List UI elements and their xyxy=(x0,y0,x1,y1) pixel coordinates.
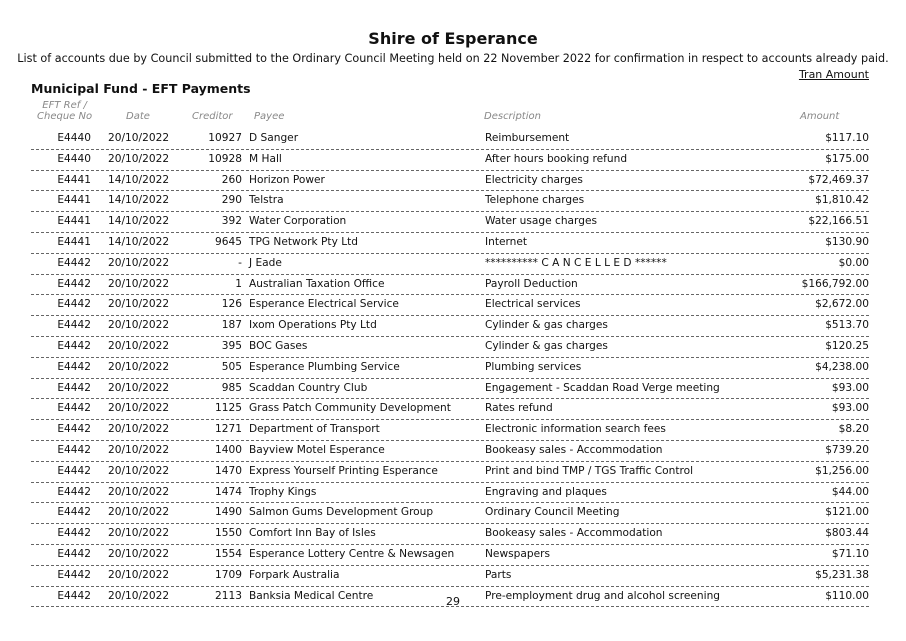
cheque-number: E4442 xyxy=(57,547,91,560)
cheque-number: E4442 xyxy=(57,319,91,332)
payee-name: Comfort Inn Bay of Isles xyxy=(249,527,376,540)
payment-description: Ordinary Council Meeting xyxy=(485,506,620,519)
payment-description: Pre-employment drug and alcohol screening xyxy=(485,589,721,602)
cheque-number: E4441 xyxy=(57,173,91,186)
payee-name: Horizon Power xyxy=(249,173,325,186)
payment-date: 14/10/2022 xyxy=(108,215,170,228)
cheque-number: E4441 xyxy=(57,235,91,248)
table-row xyxy=(31,566,869,587)
payment-date: 20/10/2022 xyxy=(108,464,170,477)
payee-name: Forpark Australia xyxy=(249,568,340,581)
cheque-number: E4442 xyxy=(57,402,91,415)
payment-description: Parts xyxy=(485,568,512,581)
creditor-number: 1550 xyxy=(215,527,242,540)
payment-amount: $117.10 xyxy=(825,132,869,144)
payment-amount: $110.00 xyxy=(825,589,869,602)
cheque-number: E4442 xyxy=(57,443,91,456)
payment-amount: $803.44 xyxy=(825,527,869,540)
cheque-number: E4442 xyxy=(57,381,91,394)
column-header-date: Date xyxy=(126,111,150,122)
payment-date: 20/10/2022 xyxy=(108,402,170,415)
tran-amount-label: Tran Amount xyxy=(798,68,869,81)
payee-name: Department of Transport xyxy=(249,423,380,436)
payment-description: Newspapers xyxy=(485,547,550,560)
payment-date: 20/10/2022 xyxy=(108,527,170,540)
creditor-number: 1271 xyxy=(215,423,242,436)
payment-date: 20/10/2022 xyxy=(108,298,170,311)
creditor-number: 1470 xyxy=(215,464,242,477)
cheque-number: E4442 xyxy=(57,527,91,540)
payee-name: D Sanger xyxy=(249,132,299,144)
cheque-number: E4442 xyxy=(57,464,91,477)
payment-description: Bookeasy sales - Accommodation xyxy=(485,527,663,540)
payee-name: M Hall xyxy=(249,152,282,165)
page-number: 29 xyxy=(446,595,460,608)
creditor-number: 1125 xyxy=(215,402,242,415)
payment-date: 20/10/2022 xyxy=(108,506,170,519)
payment-date: 20/10/2022 xyxy=(108,152,170,165)
payment-amount: $2,672.00 xyxy=(815,298,869,311)
table-row xyxy=(31,462,869,483)
payment-date: 20/10/2022 xyxy=(108,319,170,332)
table-row xyxy=(31,503,869,524)
payment-description: Plumbing services xyxy=(485,360,582,373)
cheque-number: E4442 xyxy=(57,339,91,352)
payment-amount: $5,231.38 xyxy=(815,568,869,581)
payment-description: Electricity charges xyxy=(485,173,583,186)
payment-amount: $120.25 xyxy=(825,339,869,352)
payment-amount: $166,792.00 xyxy=(801,277,869,290)
payment-date: 20/10/2022 xyxy=(108,568,170,581)
creditor-number: 505 xyxy=(221,360,242,373)
payment-amount: $72,469.37 xyxy=(808,173,869,186)
payment-date: 14/10/2022 xyxy=(108,235,170,248)
payment-amount: $4,238.00 xyxy=(815,360,869,373)
payment-date: 20/10/2022 xyxy=(108,443,170,456)
table-row xyxy=(31,545,869,566)
column-header-cheque-line1: EFT Ref / xyxy=(42,100,87,111)
payee-name: Banksia Medical Centre xyxy=(249,589,374,602)
cheque-number: E4442 xyxy=(57,256,91,269)
payee-name: Esperance Lottery Centre & Newsagen xyxy=(249,547,455,560)
creditor-number: - xyxy=(238,256,242,269)
creditor-number: 126 xyxy=(221,298,242,311)
cheque-number: E4442 xyxy=(57,589,91,602)
column-header-cheque xyxy=(37,100,92,122)
payment-description: Internet xyxy=(485,235,528,248)
payment-date: 20/10/2022 xyxy=(108,547,170,560)
table-row xyxy=(31,275,869,296)
payment-description: Engraving and plaques xyxy=(485,485,607,498)
payment-amount: $71.10 xyxy=(831,547,869,560)
payment-description: Print and bind TMP / TGS Traffic Control xyxy=(485,464,694,477)
payment-amount: $93.00 xyxy=(831,402,869,415)
payment-date: 20/10/2022 xyxy=(108,256,170,269)
table-row xyxy=(31,399,869,420)
payment-description: Rates refund xyxy=(485,402,553,415)
column-header-cheque-line2: Cheque No xyxy=(37,111,93,122)
payment-amount: $175.00 xyxy=(825,152,869,165)
payee-name: Trophy Kings xyxy=(249,485,317,498)
creditor-number: 187 xyxy=(221,319,242,332)
table-row xyxy=(31,524,869,545)
column-header-amount: Amount xyxy=(800,111,840,122)
payment-description: Electrical services xyxy=(485,298,581,311)
payment-description: Engagement - Scaddan Road Verge meeting xyxy=(485,381,720,394)
payment-amount: $8.20 xyxy=(838,423,869,436)
payments-table xyxy=(31,129,869,607)
creditor-number: 1554 xyxy=(215,547,242,560)
payment-amount: $93.00 xyxy=(831,381,869,394)
table-row xyxy=(31,358,869,379)
payment-date: 20/10/2022 xyxy=(108,381,170,394)
payment-date: 20/10/2022 xyxy=(108,360,170,373)
payment-description: Telephone charges xyxy=(485,194,585,207)
cheque-number: E4440 xyxy=(57,132,91,144)
payee-name: TPG Network Pty Ltd xyxy=(249,235,358,248)
creditor-number: 10928 xyxy=(208,152,242,165)
payee-name: Bayview Motel Esperance xyxy=(249,443,385,456)
payment-amount: $1,810.42 xyxy=(815,194,869,207)
creditor-number: 1 xyxy=(235,277,242,290)
payment-amount: $44.00 xyxy=(831,485,869,498)
creditor-number: 10927 xyxy=(208,132,242,144)
creditor-number: 392 xyxy=(221,215,242,228)
creditor-number: 260 xyxy=(221,173,242,186)
cheque-number: E4442 xyxy=(57,298,91,311)
payment-date: 20/10/2022 xyxy=(108,589,170,602)
table-row xyxy=(31,150,869,171)
payment-date: 20/10/2022 xyxy=(108,132,170,144)
table-row xyxy=(31,337,869,358)
cheque-number: E4442 xyxy=(57,485,91,498)
payment-amount: $130.90 xyxy=(825,235,869,248)
payment-amount: $121.00 xyxy=(825,506,869,519)
payee-name: Salmon Gums Development Group xyxy=(249,506,434,519)
creditor-number: 1490 xyxy=(215,506,242,519)
cheque-number: E4442 xyxy=(57,360,91,373)
table-row xyxy=(31,420,869,441)
page-title: Shire of Esperance xyxy=(368,29,538,48)
payee-name: Grass Patch Community Development xyxy=(249,402,451,415)
payee-name: Australian Taxation Office xyxy=(249,277,385,290)
table-row xyxy=(31,379,869,400)
payee-name: Esperance Electrical Service xyxy=(249,298,399,311)
payee-name: Scaddan Country Club xyxy=(249,381,368,394)
creditor-number: 395 xyxy=(221,339,242,352)
payee-name: Telstra xyxy=(249,194,284,207)
payee-name: Ixom Operations Pty Ltd xyxy=(249,319,377,332)
table-row xyxy=(31,191,869,212)
payee-name: Esperance Plumbing Service xyxy=(249,360,400,373)
payment-description: ********** C A N C E L L E D ****** xyxy=(485,256,667,269)
page-subtitle: List of accounts due by Council submitted to the Ordinary Council Meeting held on 22 November 2022 for confirmation in respect to accounts already paid. xyxy=(17,52,889,65)
table-row xyxy=(31,233,869,254)
payment-description: Cylinder & gas charges xyxy=(485,339,608,352)
creditor-number: 290 xyxy=(221,194,242,207)
column-header-description: Description xyxy=(484,111,541,122)
cheque-number: E4440 xyxy=(57,152,91,165)
payment-description: Water usage charges xyxy=(485,215,597,228)
payee-name: Express Yourself Printing Esperance xyxy=(249,464,438,477)
payment-amount: $739.20 xyxy=(825,443,869,456)
table-row xyxy=(31,483,869,504)
payment-date: 20/10/2022 xyxy=(108,485,170,498)
payment-amount: $22,166.51 xyxy=(808,215,869,228)
creditor-number: 1709 xyxy=(215,568,242,581)
payment-description: Cylinder & gas charges xyxy=(485,319,608,332)
fund-heading: Municipal Fund - EFT Payments xyxy=(31,81,251,96)
payment-amount: $513.70 xyxy=(825,319,869,332)
table-row xyxy=(31,171,869,192)
payment-amount: $1,256.00 xyxy=(815,464,869,477)
payment-date: 14/10/2022 xyxy=(108,173,170,186)
table-row xyxy=(31,295,869,316)
payment-date: 20/10/2022 xyxy=(108,277,170,290)
creditor-number: 9645 xyxy=(215,235,242,248)
payment-date: 14/10/2022 xyxy=(108,194,170,207)
column-header-creditor: Creditor xyxy=(192,111,233,122)
payment-date: 20/10/2022 xyxy=(108,339,170,352)
table-row xyxy=(31,129,869,150)
table-row xyxy=(31,212,869,233)
payee-name: Water Corporation xyxy=(249,215,347,228)
payment-amount: $0.00 xyxy=(838,256,869,269)
creditor-number: 985 xyxy=(221,381,242,394)
cheque-number: E4442 xyxy=(57,506,91,519)
payment-date: 20/10/2022 xyxy=(108,423,170,436)
table-row xyxy=(31,316,869,337)
table-row xyxy=(31,254,869,275)
creditor-number: 1400 xyxy=(215,443,242,456)
table-row xyxy=(31,441,869,462)
creditor-number: 1474 xyxy=(215,485,242,498)
cheque-number: E4441 xyxy=(57,215,91,228)
column-header-payee: Payee xyxy=(254,111,285,122)
payment-description: Reimbursement xyxy=(485,132,570,144)
cheque-number: E4442 xyxy=(57,423,91,436)
creditor-number: 2113 xyxy=(215,589,242,602)
payment-description: Electronic information search fees xyxy=(485,423,666,436)
payment-description: After hours booking refund xyxy=(485,152,628,165)
payment-description: Bookeasy sales - Accommodation xyxy=(485,443,663,456)
payee-name: BOC Gases xyxy=(249,339,308,352)
payee-name: J Eade xyxy=(249,256,282,269)
cheque-number: E4442 xyxy=(57,568,91,581)
payment-description: Payroll Deduction xyxy=(485,277,578,290)
cheque-number: E4441 xyxy=(57,194,91,207)
cheque-number: E4442 xyxy=(57,277,91,290)
